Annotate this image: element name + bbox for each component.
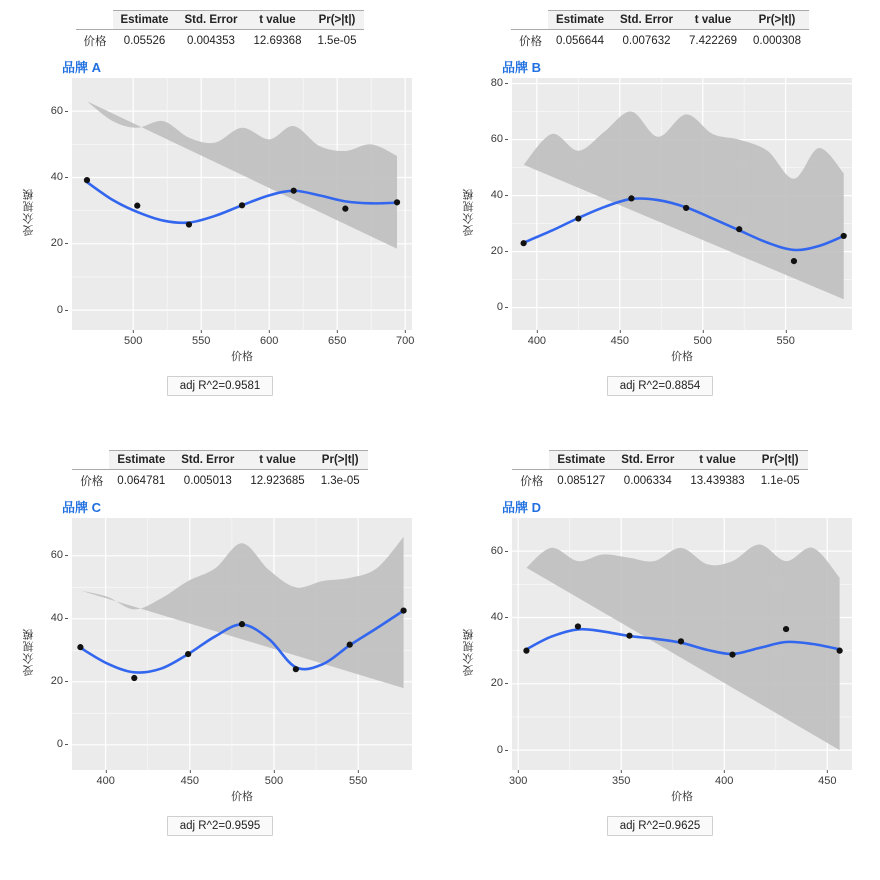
- stats-table-A: [76, 10, 365, 53]
- stats-corner-cell: [511, 11, 548, 30]
- y-tick-label: 20: [50, 675, 63, 688]
- stats-header-pvalue: Pr(>|t|): [309, 11, 364, 30]
- y-tick-label: 80: [490, 77, 503, 90]
- data-point: [239, 202, 245, 208]
- plot-D: [460, 518, 860, 808]
- stats-value-stderr: 0.007632: [612, 30, 681, 53]
- stats-table-B: [511, 10, 809, 53]
- y-axis-ticks: [36, 78, 68, 330]
- data-point: [628, 195, 634, 201]
- stats-header-row: [512, 451, 807, 470]
- stats-row: [512, 470, 807, 493]
- x-axis-ticks: [72, 770, 412, 788]
- y-tick-label: 60: [490, 544, 503, 557]
- y-tick-label: 0: [56, 738, 63, 751]
- stats-value-estimate: 0.05526: [113, 30, 177, 53]
- stats-header-stderr: Std. Error: [612, 11, 681, 30]
- stats-value-pvalue: 1.1e-05: [753, 470, 808, 493]
- stats-header-estimate: Estimate: [109, 451, 173, 470]
- y-tick-label: 40: [50, 612, 63, 625]
- stats-value-estimate: 0.085127: [549, 470, 613, 493]
- stats-header-estimate: Estimate: [549, 451, 613, 470]
- plot-title-A: 品牌 A: [62, 59, 102, 75]
- stats-header-pvalue: Pr(>|t|): [753, 451, 808, 470]
- x-tick-label: 500: [264, 774, 284, 787]
- plot-area: [512, 518, 852, 770]
- x-axis-ticks: [72, 330, 415, 348]
- x-tick-label: 400: [527, 334, 547, 347]
- data-point: [394, 199, 400, 205]
- stats-value-pvalue: 0.000308: [745, 30, 809, 53]
- x-tick-label: 300: [508, 774, 528, 787]
- stats-header-row: [76, 11, 365, 30]
- stats-value-stderr: 0.006334: [613, 470, 682, 493]
- stats-value-stderr: 0.004353: [176, 30, 245, 53]
- data-point: [291, 187, 297, 193]
- stats-header-stderr: Std. Error: [176, 11, 245, 30]
- x-tick-label: 550: [776, 334, 795, 347]
- footnote-D: adj R^2=0.9625: [607, 816, 714, 836]
- data-point: [185, 650, 191, 656]
- x-tick-label: 600: [260, 334, 279, 347]
- stats-value-estimate: 0.064781: [109, 470, 173, 493]
- stats-row-label: 价格: [519, 36, 543, 48]
- data-point: [186, 221, 192, 227]
- confidence-band: [80, 536, 403, 687]
- plot-A: [20, 78, 420, 368]
- data-point: [729, 651, 735, 657]
- x-tick-label: 550: [192, 334, 211, 347]
- x-axis-label: 价格: [231, 790, 253, 803]
- x-tick-label: 650: [328, 334, 347, 347]
- stats-header-row: [511, 11, 809, 30]
- chart-canvas: [512, 78, 852, 330]
- x-axis-ticks: [508, 770, 852, 788]
- data-point: [841, 232, 847, 238]
- stats-value-tvalue: 7.422269: [681, 30, 745, 53]
- y-tick-label: 40: [490, 610, 503, 623]
- stats-header-tvalue: t value: [246, 11, 310, 30]
- y-axis-label: 受众规模: [463, 187, 475, 236]
- stats-header-tvalue: t value: [242, 451, 312, 470]
- y-tick-label: 60: [50, 104, 63, 117]
- y-tick-label: 20: [490, 245, 503, 258]
- stats-corner-cell: [76, 11, 113, 30]
- x-tick-label: 450: [818, 774, 837, 787]
- stats-header-tvalue: t value: [682, 451, 752, 470]
- data-point: [575, 215, 581, 221]
- stats-header-tvalue: t value: [681, 11, 745, 30]
- data-point: [783, 625, 789, 631]
- data-point: [837, 647, 843, 653]
- chart-canvas: [72, 518, 412, 770]
- chart-canvas: [512, 518, 852, 770]
- stats-table-C: [72, 450, 367, 493]
- stats-header-stderr: Std. Error: [173, 451, 242, 470]
- x-axis-ticks: [512, 330, 852, 348]
- y-axis-label: 受众规模: [463, 627, 475, 676]
- x-tick-label: 500: [124, 334, 143, 347]
- y-tick-label: 60: [490, 133, 503, 146]
- data-point: [77, 644, 83, 650]
- stats-row-label: 价格: [520, 476, 544, 488]
- stats-header-pvalue: Pr(>|t|): [313, 451, 368, 470]
- y-tick-label: 60: [50, 549, 63, 562]
- panel-A: [0, 0, 440, 440]
- stats-header-estimate: Estimate: [548, 11, 612, 30]
- plot-area: [72, 78, 412, 330]
- x-tick-label: 450: [610, 334, 629, 347]
- y-tick-label: 40: [490, 189, 503, 202]
- data-point: [342, 205, 348, 211]
- stats-table-D: [512, 450, 807, 493]
- stats-value-estimate: 0.056644: [548, 30, 612, 53]
- panel-C: [0, 440, 440, 880]
- plot-title-B: 品牌 B: [502, 59, 542, 75]
- stats-row-label: 价格: [80, 476, 104, 488]
- plot-area: [512, 78, 852, 330]
- y-axis-ticks: [476, 518, 508, 770]
- x-tick-label: 550: [348, 774, 368, 787]
- x-axis-label: 价格: [231, 350, 253, 363]
- plot-title-C: 品牌 C: [62, 499, 102, 515]
- data-point: [791, 258, 797, 264]
- y-axis-label: 受众规模: [23, 187, 35, 236]
- x-axis-label: 价格: [671, 350, 693, 363]
- y-axis-label: 受众规模: [23, 627, 35, 676]
- stats-row: [76, 30, 365, 53]
- data-point: [521, 240, 527, 246]
- stats-row: [72, 470, 367, 493]
- x-tick-label: 400: [715, 774, 734, 787]
- stats-value-tvalue: 13.439383: [682, 470, 752, 493]
- stats-value-pvalue: 1.3e-05: [313, 470, 368, 493]
- panel-B: [440, 0, 880, 440]
- chart-canvas: [72, 78, 412, 330]
- stats-header-stderr: Std. Error: [613, 451, 682, 470]
- x-tick-label: 700: [396, 334, 415, 347]
- data-point: [678, 638, 684, 644]
- x-tick-label: 400: [96, 774, 115, 787]
- y-tick-label: 0: [496, 743, 503, 756]
- data-point: [626, 632, 632, 638]
- stats-corner-cell: [512, 451, 549, 470]
- footnote-B: adj R^2=0.8854: [607, 376, 714, 396]
- stats-value-pvalue: 1.5e-05: [309, 30, 364, 53]
- stats-value-tvalue: 12.69368: [246, 30, 310, 53]
- y-tick-label: 0: [496, 301, 503, 314]
- data-point: [131, 674, 137, 680]
- y-axis-ticks: [476, 78, 508, 330]
- data-point: [293, 666, 299, 672]
- y-tick-label: 20: [490, 677, 503, 690]
- plot-area: [72, 518, 412, 770]
- footnote-C: adj R^2=0.9595: [167, 816, 274, 836]
- stats-row-label: 价格: [83, 36, 107, 48]
- panel-D: [440, 440, 880, 880]
- x-tick-label: 350: [612, 774, 631, 787]
- data-point: [523, 647, 529, 653]
- data-point: [84, 177, 90, 183]
- stats-header-estimate: Estimate: [113, 11, 177, 30]
- data-point: [347, 641, 353, 647]
- y-tick-label: 20: [50, 237, 63, 250]
- x-axis-label: 价格: [671, 790, 693, 803]
- data-point: [400, 607, 406, 613]
- data-point: [736, 226, 742, 232]
- stats-row: [511, 30, 809, 53]
- x-tick-label: 450: [180, 774, 199, 787]
- data-point: [239, 621, 245, 627]
- plot-B: [460, 78, 860, 368]
- stats-value-stderr: 0.005013: [173, 470, 242, 493]
- stats-value-tvalue: 12.923685: [242, 470, 312, 493]
- stats-header-pvalue: Pr(>|t|): [745, 11, 809, 30]
- stats-header-row: [72, 451, 367, 470]
- data-point: [134, 202, 140, 208]
- footnote-A: adj R^2=0.9581: [167, 376, 274, 396]
- plot-title-D: 品牌 D: [502, 499, 542, 515]
- data-point: [683, 204, 689, 210]
- y-tick-label: 40: [50, 170, 63, 183]
- y-axis-ticks: [36, 518, 68, 770]
- stats-corner-cell: [72, 451, 109, 470]
- x-tick-label: 500: [693, 334, 712, 347]
- data-point: [575, 623, 581, 629]
- y-tick-label: 0: [56, 303, 63, 316]
- plot-C: [20, 518, 420, 808]
- confidence-band: [526, 544, 839, 750]
